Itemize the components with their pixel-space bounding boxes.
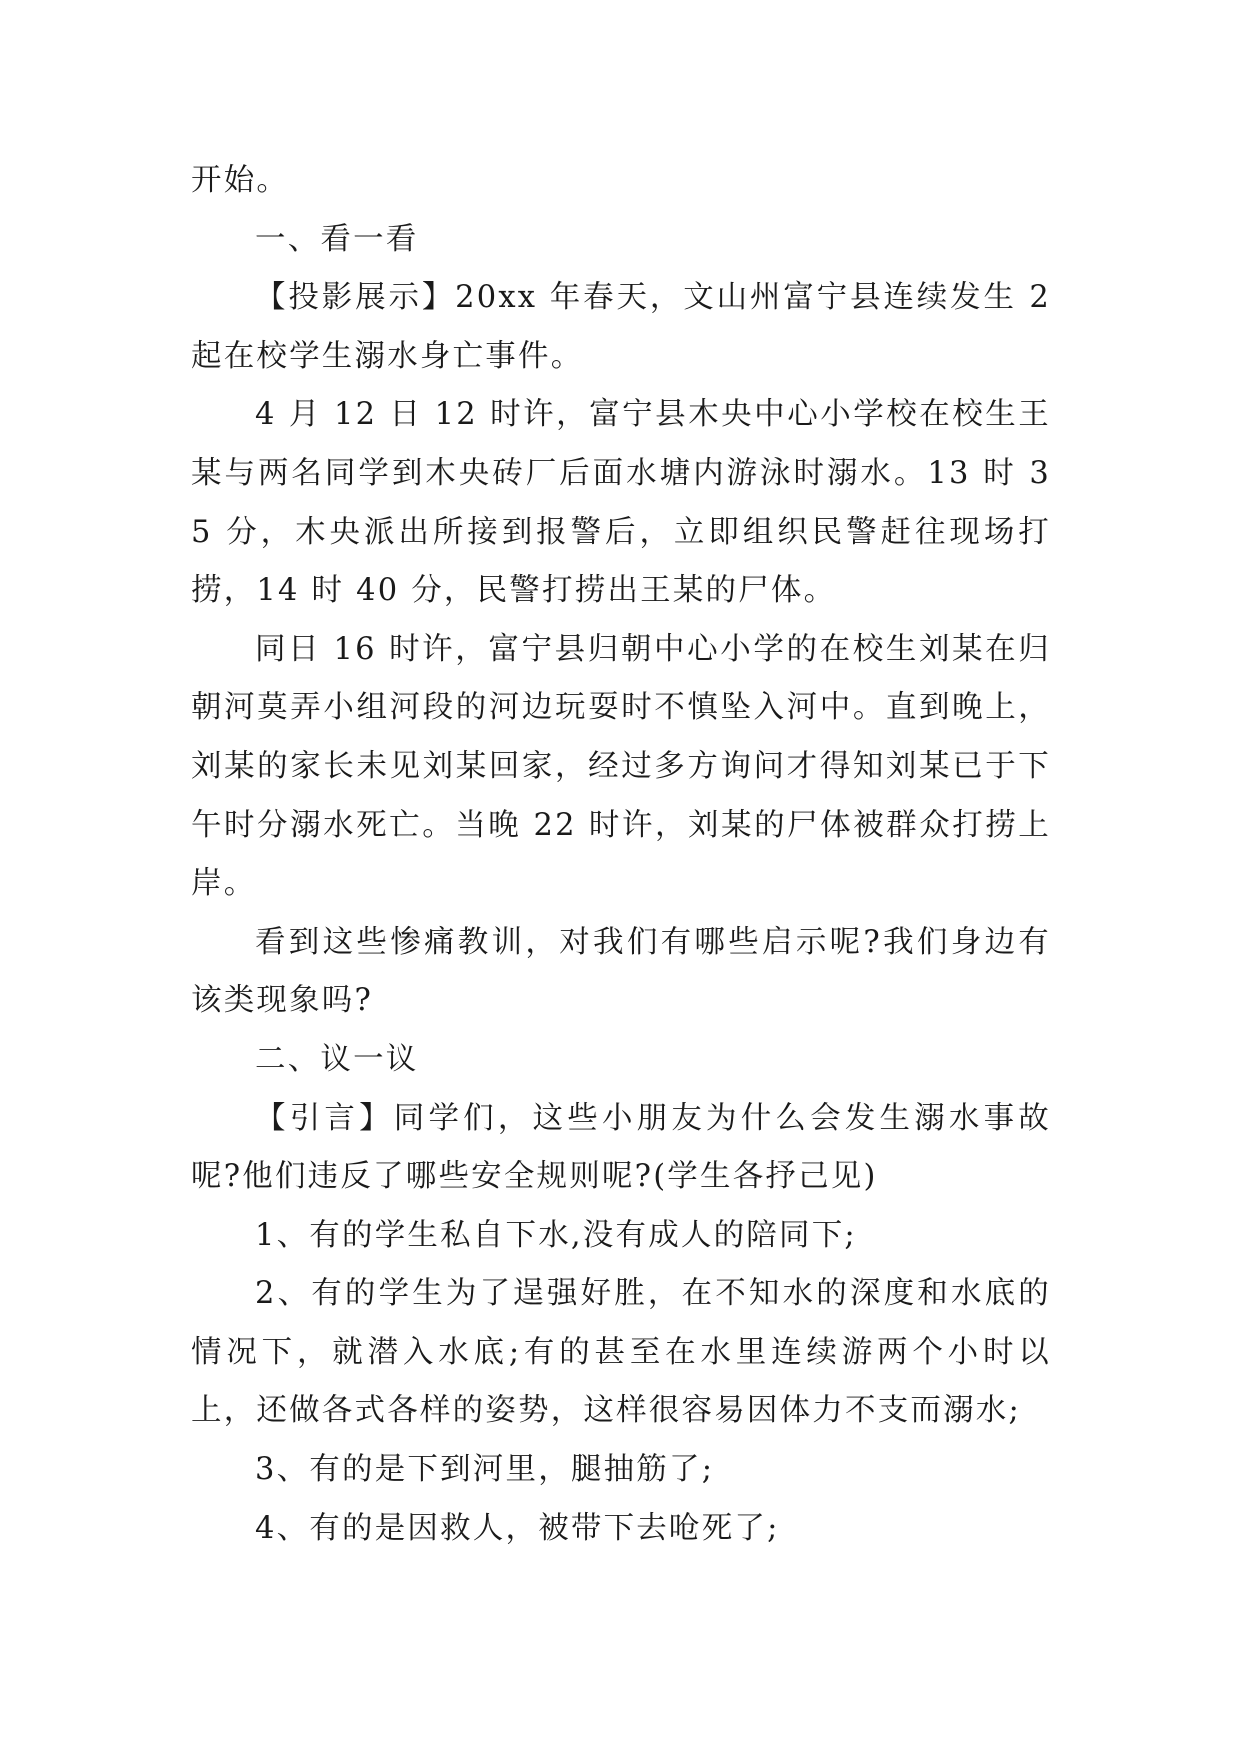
section-heading-look: 一、看一看	[255, 221, 419, 257]
section-heading-discuss: 二、议一议	[255, 1041, 419, 1077]
paragraph-continuation: 开始。	[191, 163, 290, 198]
paragraph-incident-two: 同日 16 时许，富宁县归朝中心小学的在校生刘某在归朝河莫弄小组河段的河边玩耍时不慎坠入河中。直到晚上，刘某的家长未见刘某回家，经过多方询问才得知刘某已于下午时分溺水死亡。当晚 22 时许，刘某的尸体被群众打捞上岸。	[191, 631, 1051, 902]
list-item-reason-2: 2、有的学生为了逞强好胜，在不知水的深度和水底的情况下，就潜入水底;有的甚至在水里连续游两个小时以上，还做各式各样的姿势，这样很容易因体力不支而溺水;	[191, 1276, 1051, 1429]
paragraph-introduction: 【引言】同学们，这些小朋友为什么会发生溺水事故呢?他们违反了哪些安全规则呢?(学生各抒己见)	[191, 1100, 1051, 1195]
document-body	[191, 152, 1051, 1558]
paragraph-projection-display: 【投影展示】20xx 年春天，文山州富宁县连续发生 2 起在校学生溺水身亡事件。	[191, 280, 1051, 374]
list-item-reason-1: 1、有的学生私自下水,没有成人的陪同下;	[255, 1217, 857, 1253]
list-item-reason-4: 4、有的是因救人，被带下去呛死了;	[255, 1510, 780, 1546]
paragraph-incident-one: 4 月 12 日 12 时许，富宁县木央中心小学校在校生王某与两名同学到木央砖厂后面水塘内游泳时溺水。13 时 35 分，木央派出所接到报警后，立即组织民警赶往现场打捞，14 时 40 分，民警打捞出王某的尸体。	[191, 397, 1051, 609]
paragraph-reflection-question: 看到这些惨痛教训，对我们有哪些启示呢?我们身边有该类现象吗?	[191, 924, 1051, 1019]
list-item-reason-3: 3、有的是下到河里，腿抽筋了;	[255, 1452, 715, 1488]
